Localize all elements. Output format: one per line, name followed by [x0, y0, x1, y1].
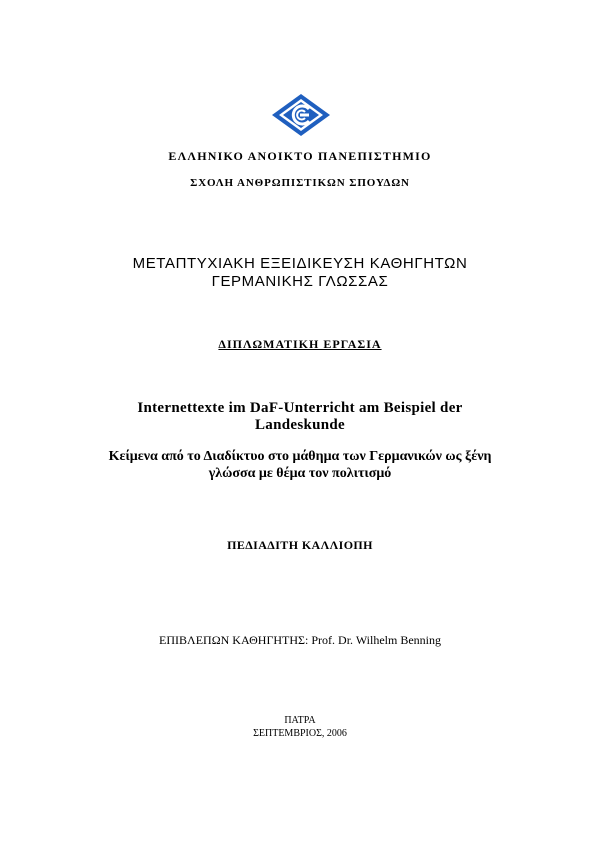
thesis-type-heading: ΔΙΠΛΩΜΑΤΙΚΗ ΕΡΓΑΣΙΑ	[218, 337, 382, 351]
university-name: ΕΛΛΗΝΙΚΟ ΑΝΟΙΚΤΟ ΠΑΝΕΠΙΣΤΗΜΙΟ	[168, 149, 432, 163]
date: ΣΕΠΤΕΜΒΡΙΟΣ, 2006	[253, 728, 347, 739]
german-title-line-1: Internettexte im DaF-Unterricht am Beispiel der	[137, 400, 463, 416]
greek-title-line-2: γλώσσα με θέμα τον πολιτισμό	[208, 466, 392, 481]
school-name: ΣΧΟΛΗ ΑΝΘΡΩΠΙΣΤΙΚΩΝ ΣΠΟΥΔΩΝ	[190, 177, 410, 189]
german-title-line-2: Landeskunde	[254, 417, 345, 433]
program-title-line-2: ΓΕΡΜΑΝΙΚΗΣ ΓΛΩΣΣΑΣ	[211, 273, 389, 290]
greek-title-line-1: Κείμενα από το Διαδίκτυο στο μάθημα των Γερμανικών ως ξένη	[108, 449, 492, 464]
university-logo-icon	[271, 93, 331, 137]
program-title-line-1: ΜΕΤΑΠΤΥΧΙΑΚΗ ΕΞΕΙΔΙΚΕΥΣΗ ΚΑΘΗΓΗΤΩΝ	[132, 255, 468, 272]
supervisor-line: ΕΠΙΒΛΕΠΩΝ ΚΑΘΗΓΗΤΗΣ: Prof. Dr. Wilhelm Benning	[159, 633, 441, 647]
city: ΠΑΤΡΑ	[284, 715, 316, 726]
author-name: ΠΕΔΙΑΔΙΤΗ ΚΑΛΛΙΟΠΗ	[227, 538, 373, 552]
